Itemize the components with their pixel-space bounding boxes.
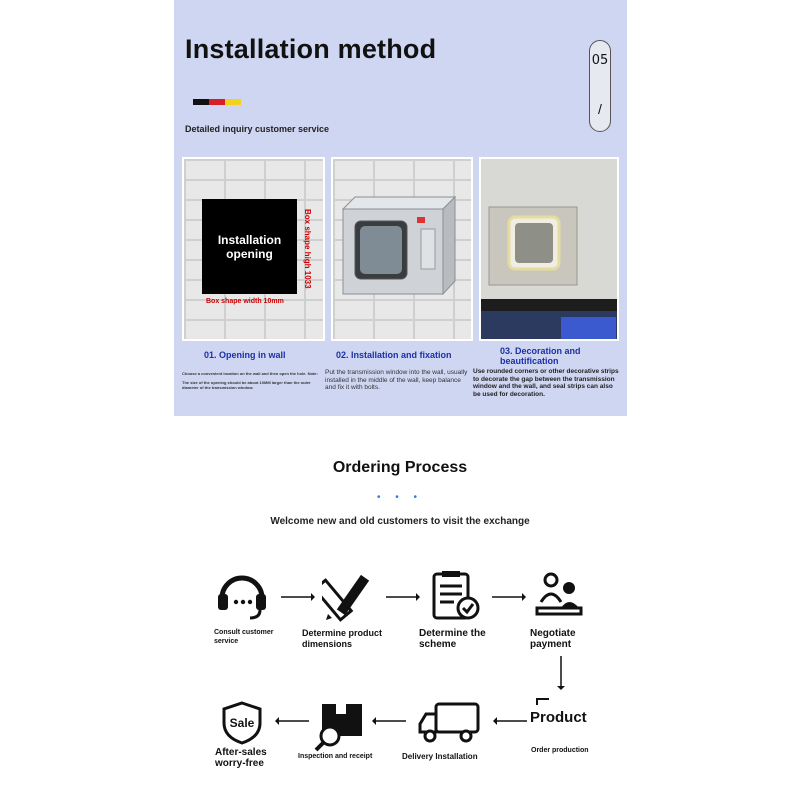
step-label-dimensions: Determine product dimensions [302, 628, 383, 649]
ordering-title: Ordering Process [332, 459, 468, 476]
installation-panel [174, 0, 627, 416]
sale-badge-text: Sale [229, 716, 255, 730]
step-label-payment: Negotiate payment [530, 628, 576, 650]
step-label-product: Product [530, 709, 587, 726]
step-caption-2: 02. Installation and fixation [336, 350, 452, 360]
step-label-after-sales: After-sales worry-free [215, 747, 267, 769]
arrow-left-icon [275, 716, 309, 726]
decor-dots: • • • [376, 492, 424, 503]
meeting-icon [535, 570, 585, 618]
page-number: 05 [591, 53, 609, 68]
step-caption-3: 03. Decoration and beautification [500, 346, 581, 366]
sale-shield-icon [220, 701, 264, 745]
arrow-down-icon [556, 656, 566, 690]
step-label-scheme: Determine the scheme [419, 628, 486, 650]
page-slash: / [598, 101, 602, 117]
step-desc-2: Put the transmission window into the wall, usually installed in the middle of the wall, keep balance and fix it with bolts. [325, 369, 468, 391]
inspect-box-icon [314, 700, 366, 752]
opening-box: Installation opening [202, 199, 297, 294]
arrow-left-icon [372, 716, 406, 726]
installed-window-photo [331, 157, 473, 341]
arrow-right-icon [492, 592, 526, 602]
arrow-right-icon [386, 592, 420, 602]
flag-bar [193, 99, 241, 105]
decorated-box-illustration [481, 159, 619, 341]
arrow-left-icon [493, 716, 527, 726]
step-label-consult: Consult customer service [214, 629, 274, 645]
page-indicator [589, 40, 611, 132]
step-sub-order-production: Order production [531, 747, 589, 754]
box-width-label: Box shape width 10mm [206, 298, 284, 305]
welcome-text: Welcome new and old customers to visit the exchange [270, 516, 530, 527]
clipboard-check-icon [430, 570, 480, 622]
step-desc-3: Use rounded corners or other decorative strips to decorate the gap between the transmission window and the wall, and seal strips can also be used for decoration. [473, 368, 619, 398]
step-label-delivery: Delivery Installation [402, 752, 478, 761]
step-caption-1: 01. Opening in wall [204, 350, 286, 360]
page-title: Installation method [185, 34, 437, 64]
step-label-inspection: Inspection and receipt [298, 753, 373, 760]
product-icon [536, 698, 550, 706]
step-desc-1b: The size of the opening should be about 10MM larger than the outer diameter of the transmission window. [182, 380, 311, 390]
subtitle: Detailed inquiry customer service [185, 124, 330, 134]
decorated-window-photo [479, 157, 619, 341]
box-height-label: Box shape high 1033 [303, 209, 312, 289]
arrow-right-icon [281, 592, 315, 602]
headset-icon [216, 568, 268, 620]
opening-photo [182, 157, 325, 341]
pencil-ruler-icon [322, 570, 372, 622]
pass-box-illustration [333, 159, 473, 341]
truck-icon [418, 700, 482, 744]
step-desc-1a: Choose a convenient location on the wall and then open the hole. Note: [182, 371, 318, 376]
